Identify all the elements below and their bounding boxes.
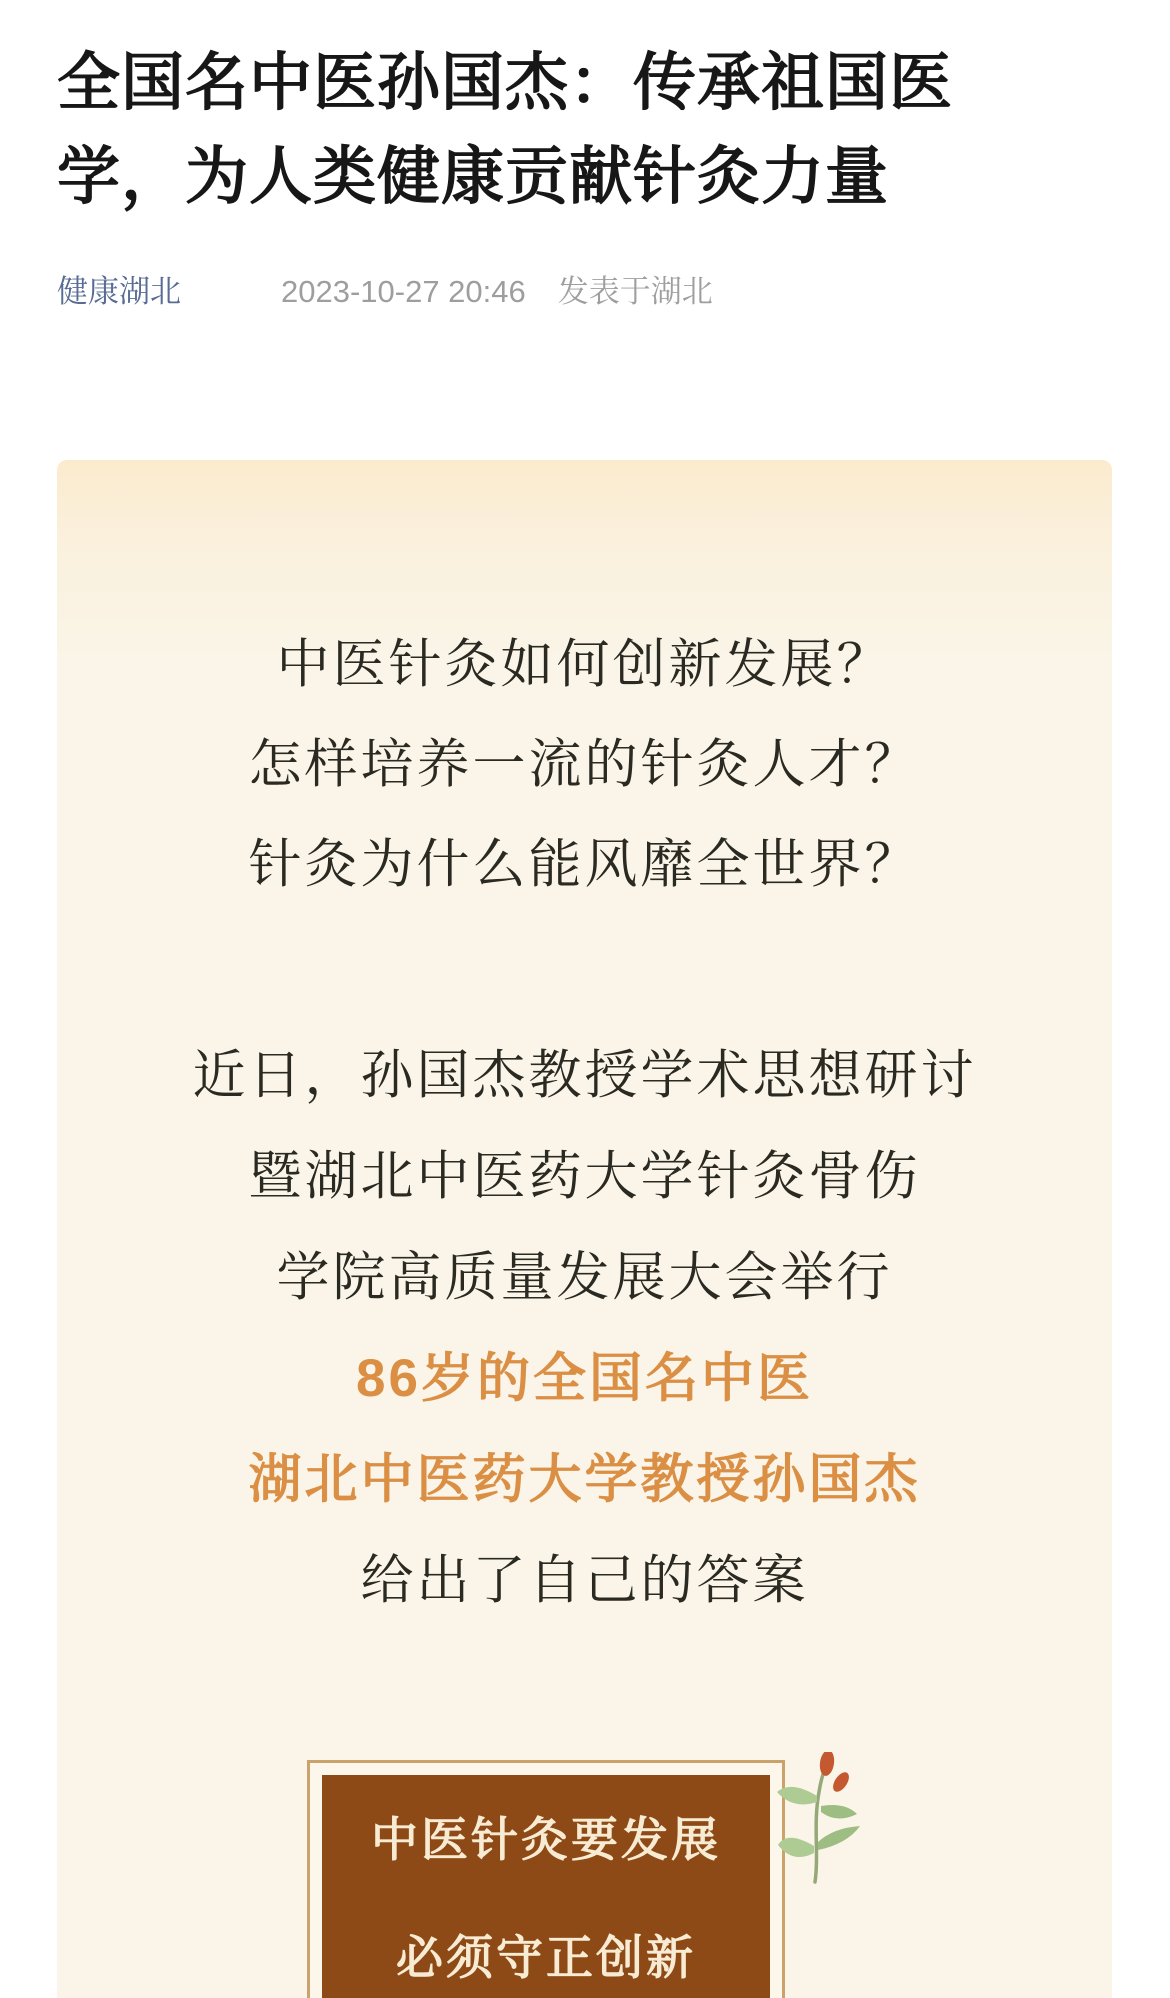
account-name-link[interactable]: 健康湖北 <box>57 274 181 309</box>
highlight-line: 湖北中医药大学教授孙国杰 <box>248 1449 921 1509</box>
article-title-line-1: 全国名中医孙国杰：传承祖国医 <box>57 48 953 118</box>
article-title <box>57 36 1115 224</box>
publish-timestamp: 2023-10-27 20:46 <box>281 274 526 309</box>
question-line: 中医针灸如何创新发展？ <box>276 635 893 694</box>
paragraph-line: 给出了自己的答案 <box>360 1550 809 1610</box>
question-line: 针灸为什么能风靡全世界？ <box>248 835 921 894</box>
quote-line: 中医针灸要发展 <box>371 1812 721 1866</box>
paragraph-line: 近日，孙国杰教授学术思想研讨 <box>192 1045 977 1105</box>
article-title-line-2: 学，为人类健康贡献针灸力量 <box>57 142 889 212</box>
paragraph-line: 学院高质量发展大会举行 <box>276 1247 893 1307</box>
paragraph-line: 暨湖北中医药大学针灸骨伤 <box>248 1146 921 1206</box>
quote-box <box>322 1775 770 1998</box>
flower-sprig-icon <box>771 1752 863 1884</box>
quote-line: 必须守正创新 <box>396 1930 696 1984</box>
article-content-card <box>57 460 1112 1998</box>
content-text <box>57 460 1112 1626</box>
question-line: 怎样培养一流的针灸人才？ <box>248 735 921 794</box>
byline <box>57 270 1115 314</box>
highlight-line: 86岁的全国名中医 <box>356 1348 813 1408</box>
publish-location: 发表于湖北 <box>557 274 713 309</box>
quote-box-frame <box>307 1760 785 1998</box>
